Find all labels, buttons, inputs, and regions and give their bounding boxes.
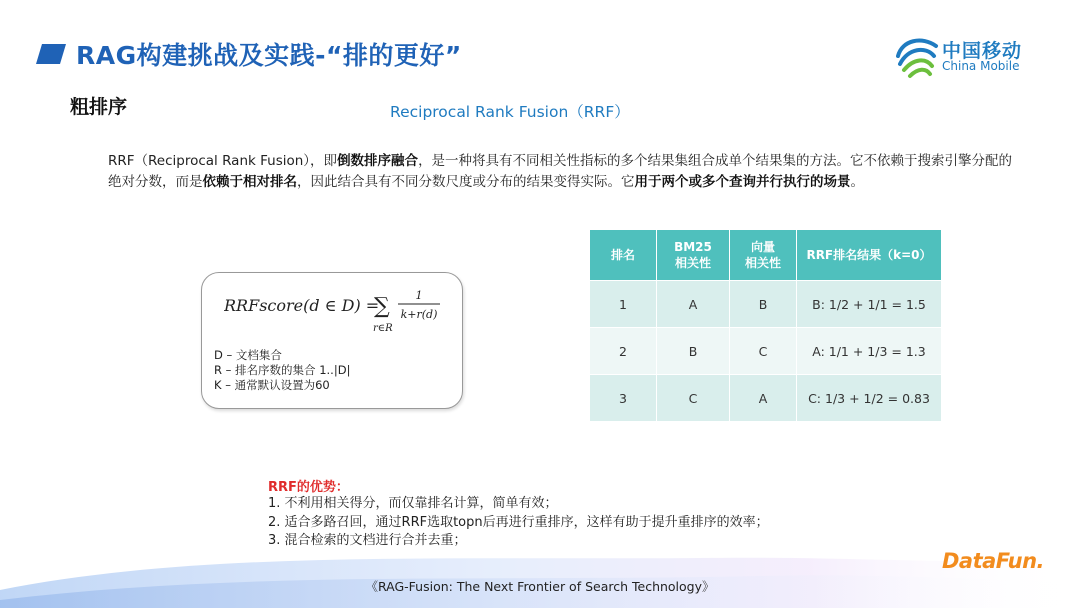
table-cell: 3: [590, 375, 657, 422]
table-cell: B: [657, 328, 730, 375]
definition-item: K – 通常默认设置为60: [214, 378, 330, 392]
list-item: 2. 适合多路召回，通过RRF选取topn后再进行重排序，这样有助于提升重排序的效率；: [268, 514, 769, 530]
description-text: ，因此结合具有不同分数尺度或分布的结果变得实际。它: [297, 174, 635, 190]
reference-footer: 《RAG-Fusion: The Next Frontier of Search Technology》: [365, 579, 715, 594]
column-header-vector: 向量 相关性: [730, 230, 797, 281]
table-cell: B: [730, 281, 797, 328]
rrf-formula: [224, 287, 454, 339]
definition-item: D – 文档集合: [214, 348, 282, 362]
formula-sum-subscript: r∈R: [373, 323, 393, 334]
logo-name-cn: 中国移动: [942, 40, 1023, 62]
section-title: 粗排序: [70, 96, 128, 118]
column-header-rank: 排名: [590, 230, 657, 281]
list-item: 1. 不利用相关得分，而仅靠排名计算，简单有效；: [268, 496, 558, 511]
table-cell: C: 1/3 + 1/2 = 0.83: [797, 375, 942, 422]
description-emphasis: 依赖于相对排名: [202, 174, 297, 190]
table-row: [590, 281, 942, 328]
table-cell: 1: [590, 281, 657, 328]
decorative-wave: [0, 530, 1080, 608]
table-cell: 2: [590, 328, 657, 375]
title-accent-bar: [36, 44, 66, 64]
description-emphasis: 用于两个或多个查询并行执行的场景: [634, 174, 851, 190]
description-text: ，是一种将具有不同相关性指标的多个结果集组合成单个结果集的方法。它不依赖于搜索引擎分配的绝对分数，而是: [108, 153, 1013, 190]
table-row: [590, 328, 942, 375]
table-cell: C: [730, 328, 797, 375]
table-row: [590, 375, 942, 422]
table-cell: B: 1/2 + 1/1 = 1.5: [797, 281, 942, 328]
datafun-logo: DataFun.: [942, 549, 1045, 573]
table-cell: C: [657, 375, 730, 422]
table-cell: A: [657, 281, 730, 328]
description-text: RRF（Reciprocal Rank Fusion），即: [108, 153, 338, 169]
rrf-example-table: [589, 229, 942, 422]
description-text: 。: [850, 174, 864, 190]
table-header-row: [590, 230, 942, 281]
section-subtitle: Reciprocal Rank Fusion（RRF）: [390, 103, 630, 121]
column-header-rrf-result: RRF排名结果（k=0）: [797, 230, 942, 281]
formula-box: [201, 272, 463, 409]
formula-denominator: k+r(d): [400, 308, 438, 321]
column-header-bm25: BM25 相关性: [657, 230, 730, 281]
table-cell: A: [730, 375, 797, 422]
description-emphasis: 倒数排序融合: [337, 153, 419, 169]
description-paragraph: [108, 151, 1018, 193]
formula-numerator: 1: [415, 289, 423, 302]
advantages-title: RRF的优势：: [268, 480, 349, 495]
logo-name-en: China Mobile: [942, 59, 1020, 73]
formula-definitions: [214, 348, 350, 393]
table-cell: A: 1/1 + 1/3 = 1.3: [797, 328, 942, 375]
page-title: RAG构建挑战及实践-“排的更好”: [76, 41, 462, 70]
formula-sum-symbol: ∑: [374, 294, 390, 319]
definition-item: R – 排名序数的集合 1..|D|: [214, 363, 351, 377]
formula-lhs: RRFscore(d ∈ D) =: [224, 296, 380, 315]
list-item: 3. 混合检索的文档进行合并去重；: [268, 533, 467, 548]
